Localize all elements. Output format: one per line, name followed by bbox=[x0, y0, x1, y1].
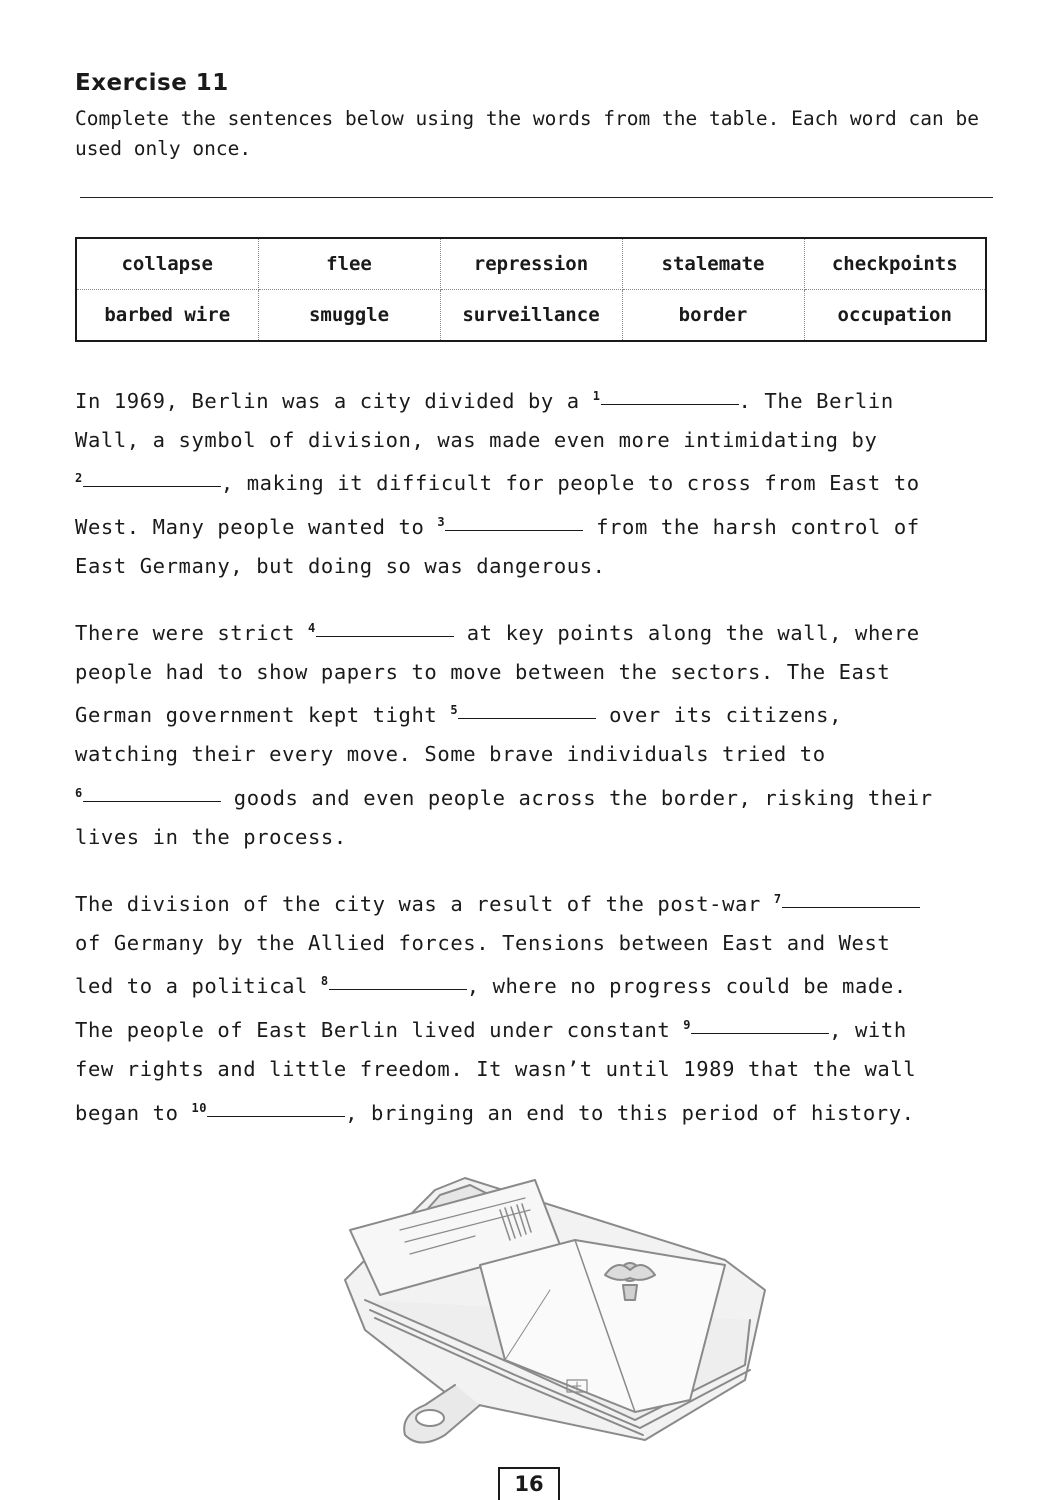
passage-line: of Germany by the Allied forces. Tensions between East and West bbox=[75, 930, 891, 955]
answer-gap-3[interactable]: 3 bbox=[437, 503, 583, 547]
passport-wallet-illustration bbox=[305, 1150, 775, 1450]
answer-gap-5[interactable]: 5 bbox=[450, 691, 596, 735]
word-bank-table bbox=[75, 237, 987, 342]
word-bank-cell: smuggle bbox=[258, 290, 440, 342]
word-bank-row bbox=[76, 238, 986, 290]
word-bank-cell: border bbox=[622, 290, 804, 342]
passage-line: German government kept tight $^5$ over its citizens, bbox=[75, 691, 995, 735]
passage-line: East Germany, but doing so was dangerous. bbox=[75, 553, 606, 578]
word-bank-cell: checkpoints bbox=[804, 238, 986, 290]
exercise-instructions: Complete the sentences below using the words from the table. Each word can be used only once. bbox=[75, 107, 979, 160]
passage-line: Wall, a symbol of division, was made even more intimidating by bbox=[75, 427, 878, 452]
word-bank-cell: flee bbox=[258, 238, 440, 290]
word-bank-cell: surveillance bbox=[440, 290, 622, 342]
answer-gap-8[interactable]: 8 bbox=[321, 962, 467, 1006]
passage-paragraph-1 bbox=[75, 377, 995, 586]
exercise-title: Exercise 11 bbox=[75, 70, 229, 96]
passage-line: The division of the city was a result of the post-war $^7$ bbox=[75, 880, 995, 924]
answer-gap-4[interactable]: 4 bbox=[308, 609, 454, 653]
passage-line: people had to show papers to move between the sectors. The East bbox=[75, 659, 891, 684]
page-number: 16 bbox=[498, 1467, 560, 1500]
answer-gap-6[interactable]: 6 bbox=[75, 774, 221, 818]
passage-line: $^2$ , making it difficult for people to cross from East to bbox=[75, 459, 995, 503]
word-bank-cell: occupation bbox=[837, 304, 952, 326]
answer-gap-7[interactable]: 7 bbox=[774, 880, 920, 924]
word-bank-cell: barbed wire bbox=[76, 290, 258, 342]
passage-line: lives in the process. bbox=[75, 824, 347, 849]
passage-line: West. Many people wanted to $^3$ from the harsh control of bbox=[75, 503, 995, 547]
word-bank-cell: repression bbox=[440, 238, 622, 290]
passage-paragraph-3 bbox=[75, 880, 995, 1132]
word-bank-cell: collapse bbox=[76, 238, 258, 290]
passage-line: began to $^{10}$ , bringing an end to this period of history. bbox=[75, 1089, 995, 1133]
passage-line: watching their every move. Some brave individuals tried to bbox=[75, 742, 826, 767]
word-bank-cell: stalemate bbox=[622, 238, 804, 290]
passage-line: $^6$ goods and even people across the border, risking their bbox=[75, 774, 995, 818]
answer-gap-1[interactable]: 1 bbox=[593, 377, 739, 421]
answer-gap-10[interactable]: 10 bbox=[191, 1089, 345, 1133]
answer-gap-9[interactable]: 9 bbox=[683, 1006, 829, 1050]
word-bank-row bbox=[76, 290, 986, 342]
passage-paragraph-2 bbox=[75, 609, 995, 856]
passage-line: few rights and little freedom. It wasn’t until 1989 that the wall bbox=[75, 1056, 917, 1081]
divider-line bbox=[80, 197, 993, 198]
passage-line: The people of East Berlin lived under constant $^9$ , with bbox=[75, 1006, 995, 1050]
passage-line: There were strict $^4$ at key points along the wall, where bbox=[75, 609, 995, 653]
passage-line: In 1969, Berlin was a city divided by a $^1$ . The Berlin bbox=[75, 377, 995, 421]
answer-gap-2[interactable]: 2 bbox=[75, 459, 221, 503]
passage-line: led to a political $^8$ , where no progress could be made. bbox=[75, 962, 995, 1006]
